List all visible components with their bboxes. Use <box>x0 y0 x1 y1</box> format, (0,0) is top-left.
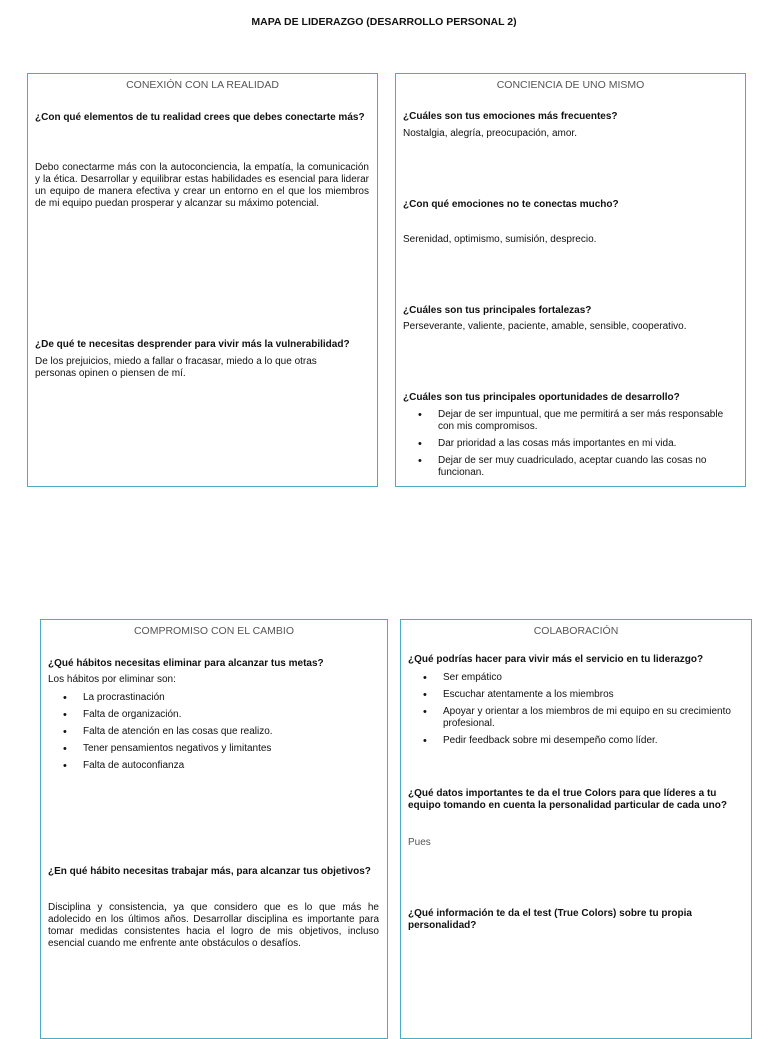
list-item: • Escuchar atentamente a los miembros <box>443 689 733 701</box>
list-item: • Falta de organización. <box>83 709 379 721</box>
list-item: • Pedir feedback sobre mi desempeño como líder. <box>443 735 733 747</box>
list-item: • Falta de autoconfianza <box>83 760 379 772</box>
bullet-list <box>48 692 379 777</box>
question-text: ¿Qué información te da el test (True Colors) sobre tu propia personalidad? <box>408 908 692 931</box>
list-item: • Ser empático <box>443 672 733 684</box>
question-text: ¿Con qué emociones no te conectas mucho? <box>403 199 619 210</box>
answer-text: Serenidad, optimismo, sumisión, desprecio. <box>403 234 597 245</box>
question-text: ¿Cuáles son tus principales fortalezas? <box>403 305 592 316</box>
box-header: COMPROMISO CON EL CAMBIO <box>133 625 295 637</box>
list-item: • Apoyar y orientar a los miembros de mi equipo en su crecimiento profesional. <box>443 706 733 730</box>
answer-text: Debo conectarme más con la autoconciencia, la empatía, la comunicación y la ética. Desarrollar y equilibrar estas habilidades es esencial para liderar un equipo de manera efectiva y crear un entorno en el que los miembros de mi equipo puedan prosperar y alcanzar su máximo potencial. <box>35 162 369 209</box>
list-item: • Falta de atención en las cosas que realizo. <box>83 726 379 738</box>
bullet-list <box>403 409 728 484</box>
document-title: MAPA DE LIDERAZGO (DESARROLLO PERSONAL 2) <box>251 16 517 28</box>
box-header: CONCIENCIA DE UNO MISMO <box>496 79 645 91</box>
question-text: ¿Qué datos importantes te da el true Colors para que líderes a tu equipo tomando en cuenta la personalidad particular de cada uno? <box>408 788 727 811</box>
list-item: • Dar prioridad a las cosas más importantes en mi vida. <box>438 438 728 450</box>
question-text: ¿Cuáles son tus emociones más frecuentes? <box>403 111 618 122</box>
box-header: CONEXIÓN CON LA REALIDAD <box>126 79 279 91</box>
box-conciencia-uno-mismo <box>395 73 746 487</box>
box-compromiso-cambio <box>40 619 388 1039</box>
answer-text: Pues <box>408 837 431 848</box>
question-text: ¿Con qué elementos de tu realidad crees que debes conectarte más? <box>35 112 365 123</box>
box-colaboracion <box>400 619 752 1039</box>
answer-text: Los hábitos por eliminar son: <box>48 674 176 685</box>
question-text: ¿Qué podrías hacer para vivir más el servicio en tu liderazgo? <box>408 654 704 665</box>
answer-text: Disciplina y consistencia, ya que considero que es lo que más he adolecido en los últimos años. Desarrollar disciplina es importante para tomar medidas consistentes hacia el logro de mis objetivos, incluso esencial cuando me enfrente ante obstáculos o desafíos. <box>48 902 379 949</box>
answer-text: Perseverante, valiente, paciente, amable, sensible, cooperativo. <box>403 321 687 332</box>
question-text: ¿De qué te necesitas desprender para vivir más la vulnerabilidad? <box>35 339 350 350</box>
list-item: • Dejar de ser muy cuadriculado, aceptar cuando las cosas no funcionan. <box>438 455 728 479</box>
box-conexion-realidad <box>27 73 378 487</box>
bullet-list <box>408 672 733 752</box>
list-item: • La procrastinación <box>83 692 379 704</box>
question-text: ¿Qué hábitos necesitas eliminar para alcanzar tus metas? <box>48 658 324 669</box>
list-item: • Dejar de ser impuntual, que me permitirá a ser más responsable con mis compromisos. <box>438 409 728 433</box>
box-header: COLABORACIÓN <box>533 625 619 637</box>
list-item: • Tener pensamientos negativos y limitantes <box>83 743 379 755</box>
question-text: ¿En qué hábito necesitas trabajar más, para alcanzar tus objetivos? <box>48 866 371 877</box>
answer-text: De los prejuicios, miedo a fallar o fracasar, miedo a lo que otras personas opinen o piensen de mí. <box>35 356 317 379</box>
question-text: ¿Cuáles son tus principales oportunidades de desarrollo? <box>403 392 680 403</box>
answer-text: Nostalgia, alegría, preocupación, amor. <box>403 128 577 139</box>
